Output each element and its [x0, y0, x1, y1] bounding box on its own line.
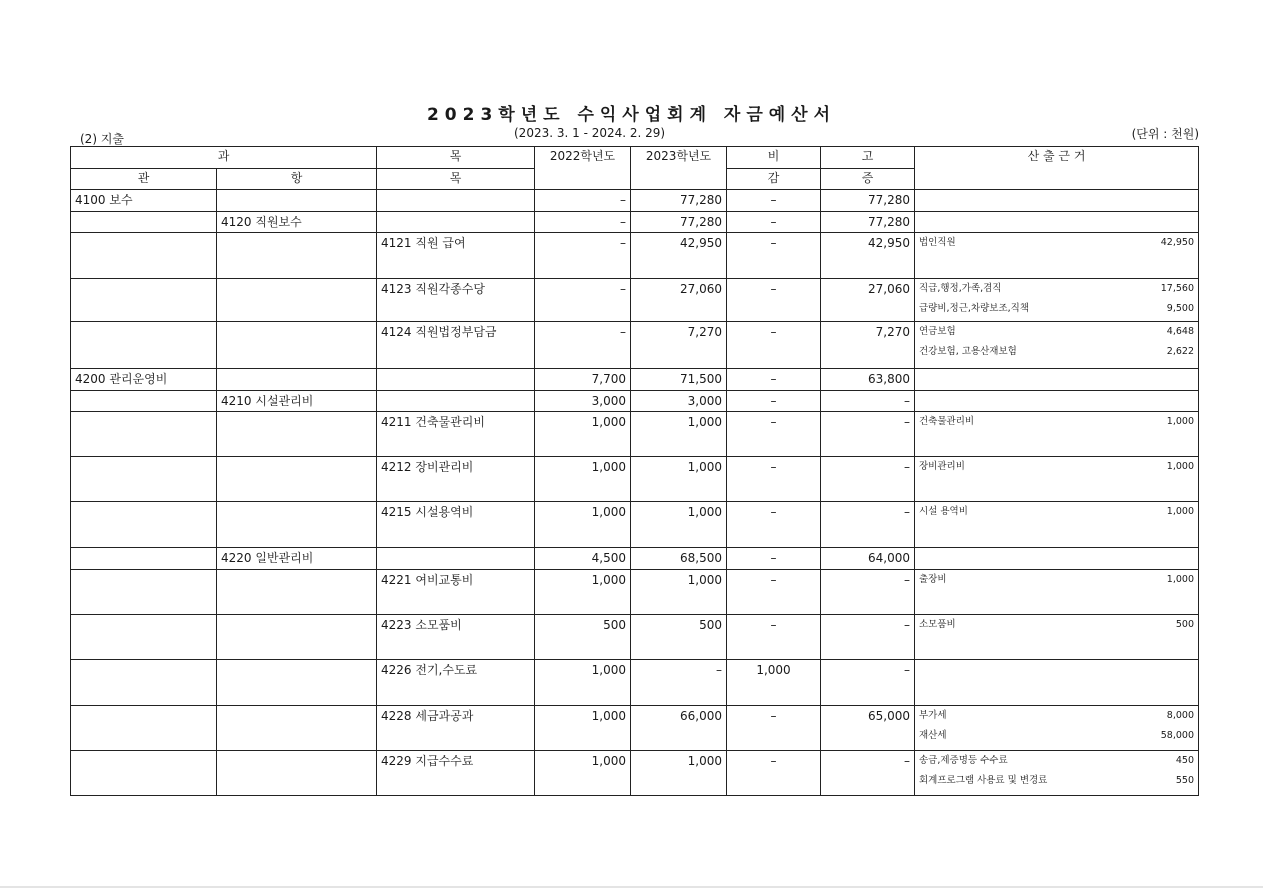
col-hang: 항: [217, 169, 377, 190]
row-mok: [377, 190, 535, 212]
basis-line: [919, 502, 1194, 522]
basis-label: 재산세: [919, 730, 947, 741]
row-hang: [217, 190, 377, 212]
row-basis: [915, 548, 1199, 570]
row-amount-2022: 1,000: [535, 502, 631, 548]
row-hang: [217, 412, 377, 457]
basis-line: [919, 299, 1194, 319]
row-increase: –: [821, 615, 915, 660]
col-bigo-1: 비: [727, 147, 821, 169]
basis-label: 건축물관리비: [919, 416, 975, 427]
row-amount-2023: 68,500: [631, 548, 727, 570]
col-mok-top: 목: [377, 147, 535, 169]
row-basis: [915, 391, 1199, 412]
basis-value: 8,000: [1166, 710, 1194, 721]
row-amount-2023: 71,500: [631, 369, 727, 391]
row-hang: [217, 233, 377, 279]
row-decrease: –: [727, 615, 821, 660]
row-decrease: –: [727, 457, 821, 502]
row-basis: [915, 457, 1199, 502]
row-gwan: [71, 279, 217, 322]
row-hang: 4210 시설관리비: [217, 391, 377, 412]
basis-line: [919, 751, 1194, 771]
row-mok: 4215 시설용역비: [377, 502, 535, 548]
row-basis: [915, 190, 1199, 212]
row-amount-2023: 66,000: [631, 706, 727, 751]
basis-label: 법인직원: [919, 237, 956, 248]
row-increase: 77,280: [821, 190, 915, 212]
row-gwan: [71, 751, 217, 796]
basis-value: 1,000: [1166, 461, 1194, 472]
col-bigo-2: 고: [821, 147, 915, 169]
basis-label: 출장비: [919, 574, 947, 585]
row-basis: [915, 502, 1199, 548]
row-gwan: 4100 보수: [71, 190, 217, 212]
row-gwan: [71, 212, 217, 233]
row-gwan: 4200 관리운영비: [71, 369, 217, 391]
row-decrease: –: [727, 233, 821, 279]
row-amount-2022: 1,000: [535, 706, 631, 751]
row-amount-2022: 7,700: [535, 369, 631, 391]
basis-line: [919, 457, 1194, 477]
row-amount-2022: 4,500: [535, 548, 631, 570]
basis-label: 송금,제증명등 수수료: [919, 755, 1008, 766]
col-decrease: 감: [727, 169, 821, 190]
row-basis: [915, 706, 1199, 751]
row-hang: [217, 279, 377, 322]
basis-line: [919, 233, 1194, 253]
row-amount-2023: 1,000: [631, 457, 727, 502]
row-amount-2023: 1,000: [631, 751, 727, 796]
table-row: [71, 190, 1199, 212]
row-mok: 4223 소모품비: [377, 615, 535, 660]
basis-value: 1,000: [1166, 574, 1194, 585]
basis-label: 시설 용역비: [919, 506, 968, 517]
table-row: [71, 660, 1199, 706]
basis-value: 4,648: [1166, 326, 1194, 337]
fiscal-period: (2023. 3. 1 - 2024. 2. 29): [514, 126, 666, 140]
row-basis: [915, 615, 1199, 660]
table-row: [71, 322, 1199, 369]
row-amount-2022: –: [535, 322, 631, 369]
row-decrease: –: [727, 190, 821, 212]
row-increase: –: [821, 502, 915, 548]
row-increase: 27,060: [821, 279, 915, 322]
row-increase: –: [821, 412, 915, 457]
document-title: 2023학년도 수익사업회계 자금예산서: [426, 105, 837, 125]
row-hang: [217, 570, 377, 615]
page-bottom-rule: [0, 886, 1263, 888]
row-basis: [915, 233, 1199, 279]
row-amount-2022: –: [535, 190, 631, 212]
row-mok: 4212 장비관리비: [377, 457, 535, 502]
basis-line: [919, 570, 1194, 590]
table-row: [71, 570, 1199, 615]
row-basis: [915, 369, 1199, 391]
row-decrease: –: [727, 570, 821, 615]
table-row: [71, 279, 1199, 322]
row-increase: 64,000: [821, 548, 915, 570]
row-gwan: [71, 615, 217, 660]
basis-line: [919, 322, 1194, 342]
row-gwan: [71, 412, 217, 457]
budget-table: [70, 146, 1199, 796]
row-amount-2023: –: [631, 660, 727, 706]
row-basis: [915, 570, 1199, 615]
table-row: [71, 548, 1199, 570]
row-amount-2022: –: [535, 233, 631, 279]
basis-value: 42,950: [1160, 237, 1194, 248]
row-hang: [217, 751, 377, 796]
table-row: [71, 751, 1199, 796]
row-decrease: 1,000: [727, 660, 821, 706]
row-mok: 4228 세금과공과: [377, 706, 535, 751]
table-row: [71, 502, 1199, 548]
basis-line: [919, 726, 1194, 746]
row-hang: [217, 369, 377, 391]
basis-line: [919, 615, 1194, 635]
row-hang: [217, 502, 377, 548]
row-gwan: [71, 548, 217, 570]
row-amount-2023: 77,280: [631, 190, 727, 212]
row-amount-2023: 77,280: [631, 212, 727, 233]
row-decrease: –: [727, 322, 821, 369]
row-gwan: [71, 502, 217, 548]
row-mok: 4123 직원각종수당: [377, 279, 535, 322]
basis-label: 연금보험: [919, 326, 956, 337]
basis-label: 소모품비: [919, 619, 956, 630]
row-mok: 4124 직원법정부담금: [377, 322, 535, 369]
row-mok: 4211 건축물관리비: [377, 412, 535, 457]
row-gwan: [71, 570, 217, 615]
col-gwan: 관: [71, 169, 217, 190]
row-amount-2022: 1,000: [535, 660, 631, 706]
basis-value: 450: [1175, 755, 1194, 766]
table-row: [71, 706, 1199, 751]
row-mok: 4121 직원 급여: [377, 233, 535, 279]
table-row: [71, 457, 1199, 502]
row-decrease: –: [727, 751, 821, 796]
table-row: [71, 615, 1199, 660]
col-gwamok: 과: [71, 147, 377, 169]
row-basis: [915, 212, 1199, 233]
basis-line: [919, 279, 1194, 299]
row-mok: [377, 548, 535, 570]
basis-label: 부가세: [919, 710, 947, 721]
row-hang: [217, 457, 377, 502]
row-gwan: [71, 660, 217, 706]
row-increase: –: [821, 570, 915, 615]
row-decrease: –: [727, 279, 821, 322]
row-mok: 4221 여비교통비: [377, 570, 535, 615]
row-amount-2022: –: [535, 212, 631, 233]
row-increase: 42,950: [821, 233, 915, 279]
row-basis: [915, 412, 1199, 457]
basis-label: 장비관리비: [919, 461, 965, 472]
row-mok: [377, 369, 535, 391]
row-increase: –: [821, 457, 915, 502]
basis-value: 9,500: [1166, 303, 1194, 314]
row-increase: 7,270: [821, 322, 915, 369]
row-mok: [377, 391, 535, 412]
row-hang: [217, 322, 377, 369]
basis-line: [919, 771, 1194, 791]
row-decrease: –: [727, 369, 821, 391]
row-amount-2023: 42,950: [631, 233, 727, 279]
row-basis: [915, 279, 1199, 322]
row-mok: 4226 전기,수도료: [377, 660, 535, 706]
row-amount-2023: 1,000: [631, 412, 727, 457]
row-amount-2023: 3,000: [631, 391, 727, 412]
row-mok: 4229 지급수수료: [377, 751, 535, 796]
row-gwan: [71, 457, 217, 502]
row-amount-2022: 500: [535, 615, 631, 660]
basis-value: 1,000: [1166, 416, 1194, 427]
row-decrease: –: [727, 391, 821, 412]
basis-value: 58,000: [1160, 730, 1194, 741]
row-basis: [915, 660, 1199, 706]
table-row: [71, 369, 1199, 391]
row-amount-2022: –: [535, 279, 631, 322]
col-increase: 증: [821, 169, 915, 190]
row-decrease: –: [727, 212, 821, 233]
row-amount-2023: 27,060: [631, 279, 727, 322]
row-gwan: [71, 706, 217, 751]
row-gwan: [71, 233, 217, 279]
row-increase: 77,280: [821, 212, 915, 233]
row-increase: –: [821, 751, 915, 796]
col-mok: 목: [377, 169, 535, 190]
basis-value: 500: [1175, 619, 1194, 630]
row-amount-2022: 1,000: [535, 751, 631, 796]
basis-label: 회계프로그램 사용료 및 변경료: [919, 775, 1048, 786]
row-hang: 4220 일반관리비: [217, 548, 377, 570]
row-basis: [915, 751, 1199, 796]
row-increase: –: [821, 391, 915, 412]
col-2023: 2023학년도: [631, 147, 727, 190]
basis-line: [919, 342, 1194, 362]
table-row: [71, 212, 1199, 233]
row-hang: [217, 660, 377, 706]
col-basis: 산 출 근 거: [915, 147, 1199, 190]
row-basis: [915, 322, 1199, 369]
row-amount-2023: 1,000: [631, 570, 727, 615]
table-row: [71, 391, 1199, 412]
basis-line: [919, 412, 1194, 432]
row-decrease: –: [727, 548, 821, 570]
row-increase: –: [821, 660, 915, 706]
row-amount-2022: 1,000: [535, 412, 631, 457]
row-increase: 63,800: [821, 369, 915, 391]
row-decrease: –: [727, 502, 821, 548]
table-row: [71, 412, 1199, 457]
basis-value: 17,560: [1160, 283, 1194, 294]
basis-value: 2,622: [1166, 346, 1194, 357]
row-decrease: –: [727, 412, 821, 457]
row-amount-2022: 3,000: [535, 391, 631, 412]
row-amount-2022: 1,000: [535, 457, 631, 502]
basis-label: 급량비,정근,차량보조,직책: [919, 303, 1030, 314]
row-increase: 65,000: [821, 706, 915, 751]
row-amount-2023: 1,000: [631, 502, 727, 548]
row-gwan: [71, 322, 217, 369]
row-amount-2023: 500: [631, 615, 727, 660]
row-hang: [217, 706, 377, 751]
unit-label: (단위 : 천원): [1131, 127, 1199, 141]
row-hang: [217, 615, 377, 660]
basis-line: [919, 706, 1194, 726]
row-gwan: [71, 391, 217, 412]
row-amount-2023: 7,270: [631, 322, 727, 369]
basis-value: 1,000: [1166, 506, 1194, 517]
row-hang: 4120 직원보수: [217, 212, 377, 233]
header-row-top: [71, 147, 1199, 169]
basis-label: 직급,행정,가족,겸직: [919, 283, 1002, 294]
col-2022: 2022학년도: [535, 147, 631, 190]
basis-value: 550: [1175, 775, 1194, 786]
basis-label: 건강보험, 고용산재보험: [919, 346, 1017, 357]
row-decrease: –: [727, 706, 821, 751]
table-row: [71, 233, 1199, 279]
row-amount-2022: 1,000: [535, 570, 631, 615]
section-label: (2) 지출: [80, 132, 124, 146]
row-mok: [377, 212, 535, 233]
